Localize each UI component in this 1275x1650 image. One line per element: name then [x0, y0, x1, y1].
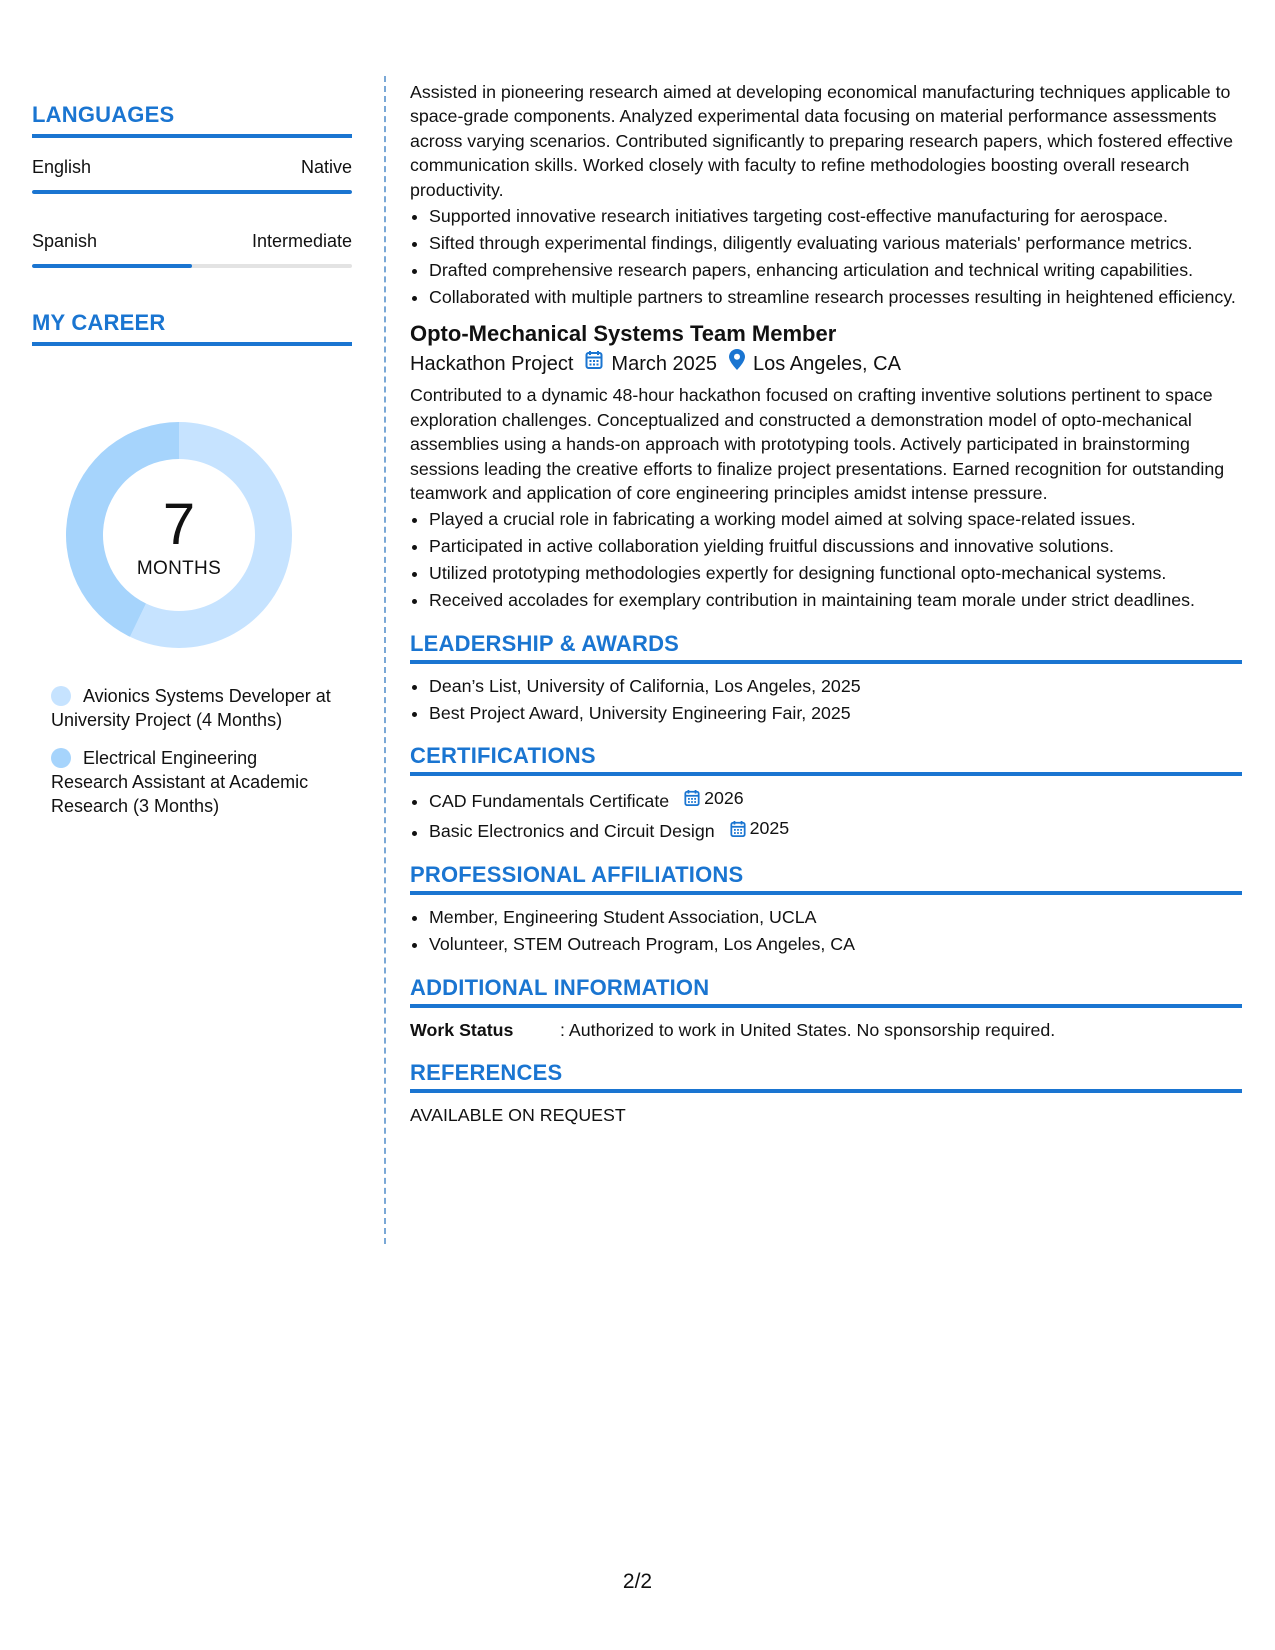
map-pin-icon	[729, 349, 745, 379]
career-heading: MY CAREER	[32, 310, 352, 346]
languages-heading: LANGUAGES	[32, 102, 352, 138]
list-item: • Collaborated with multiple partners to streamline research processes resulting in heightened efficiency.	[429, 285, 1242, 309]
certification-year: 2026	[704, 788, 744, 809]
language-proficiency-fill	[32, 190, 352, 194]
calendar-icon	[730, 820, 746, 838]
affiliations-heading: PROFESSIONAL AFFILIATIONS	[410, 862, 1242, 895]
work-status-row	[410, 1018, 1242, 1042]
career-legend	[51, 684, 331, 832]
certification-year-wrap	[684, 786, 744, 810]
language-name: English	[32, 157, 92, 177]
certification-year: 2025	[749, 818, 790, 839]
career-total-unit: MONTHS	[136, 558, 222, 579]
language-proficiency-bar	[32, 190, 352, 194]
page-number: 2/2	[622, 1570, 653, 1593]
career-total-number: 7	[162, 492, 196, 557]
certification-name: Basic Electronics and Circuit Design	[429, 821, 715, 842]
leadership-heading: LEADERSHIP & AWARDS	[410, 631, 1242, 664]
certifications-heading: CERTIFICATIONS	[410, 743, 1242, 776]
list-item: • Member, Engineering Student Association, UCLA	[429, 905, 1242, 929]
work-status-value: : Authorized to work in United States. No sponsorship required.	[560, 1019, 1056, 1040]
list-item	[429, 816, 1242, 844]
list-item: • Utilized prototyping methodologies expertly for designing functional opto-mechanical systems.	[429, 561, 1242, 585]
sidebar	[32, 102, 352, 346]
career-legend-item	[51, 684, 331, 732]
experience-intro-bullets	[410, 204, 1242, 309]
languages-list	[32, 156, 352, 268]
list-item: • Participated in active collaboration yielding fruitful discussions and innovative solutions.	[429, 534, 1242, 558]
list-item: • Sifted through experimental findings, diligently evaluating various materials' performance metrics.	[429, 231, 1242, 255]
language-item	[32, 230, 352, 268]
list-item: • Volunteer, STEM Outreach Program, Los Angeles, CA	[429, 932, 1242, 956]
job-description: Contributed to a dynamic 48-hour hackathon focused on crafting inventive solutions pertinent to space exploration challenges. Conceptualized and constructed a demonstration model of opto-mechanical assemblies using a hands-on approach with prototyping tools. Actively participated in brainstorming sessions leading the creative efforts to finalize project presentations. Earned recognition for outstanding teamwork and application of core engineering principles amidst intense pressure.	[410, 385, 1225, 504]
career-legend-label: Electrical Engineering Research Assistant at Academic Research (3 Months)	[51, 748, 309, 816]
language-level: Intermediate	[251, 231, 352, 251]
list-item: • Best Project Award, University Engineering Fair, 2025	[429, 701, 1242, 725]
experience-intro: Assisted in pioneering research aimed at developing economical manufacturing techniques applicable to space-grade components. Analyzed experimental data focusing on material performance assessments across varying scenarios. Contributed significantly to preparing research papers, which fostered effective communication skills. Worked closely with faculty to refine methodologies boosting overall research productivity.	[410, 82, 1233, 200]
job-bullets	[410, 507, 1242, 612]
list-item: • Received accolades for exemplary contribution in maintaining team morale under strict deadlines.	[429, 588, 1242, 612]
language-level: Native	[300, 157, 352, 177]
references-text: AVAILABLE ON REQUEST	[410, 1104, 626, 1125]
language-proficiency-fill	[32, 264, 192, 268]
certification-year-wrap	[730, 816, 790, 840]
legend-dot	[51, 748, 71, 768]
job-location: Los Angeles, CA	[753, 353, 901, 376]
language-item	[32, 156, 352, 194]
references-heading: REFERENCES	[410, 1060, 1242, 1093]
calendar-icon	[585, 349, 603, 379]
work-status-label: Work Status	[410, 1019, 514, 1040]
certification-name: CAD Fundamentals Certificate	[429, 791, 670, 812]
career-legend-item	[51, 746, 331, 818]
career-donut-chart	[66, 422, 292, 648]
language-proficiency-bar	[32, 264, 352, 268]
list-item: • Dean’s List, University of California, Los Angeles, 2025	[429, 674, 1242, 698]
career-legend-label: Avionics Systems Developer at University Project (4 Months)	[51, 686, 331, 730]
column-divider	[384, 76, 386, 1244]
leadership-list	[410, 674, 1242, 725]
certifications-list	[410, 786, 1242, 844]
main-column	[410, 80, 1242, 1127]
language-name: Spanish	[32, 231, 98, 251]
job-title: Opto-Mechanical Systems Team Member	[410, 321, 837, 347]
job-date: March 2025	[611, 353, 718, 376]
list-item: • Played a crucial role in fabricating a working model aimed at solving space-related issues.	[429, 507, 1242, 531]
job-meta	[410, 349, 1242, 379]
job-company: Hackathon Project	[410, 353, 574, 376]
career-total	[66, 422, 292, 648]
list-item: • Supported innovative research initiatives targeting cost-effective manufacturing for aerospace.	[429, 204, 1242, 228]
list-item: • Drafted comprehensive research papers, enhancing articulation and technical writing capabilities.	[429, 258, 1242, 282]
affiliations-list	[410, 905, 1242, 956]
calendar-icon	[684, 789, 700, 807]
legend-dot	[51, 686, 71, 706]
additional-info-heading: ADDITIONAL INFORMATION	[410, 975, 1242, 1008]
list-item	[429, 786, 1242, 814]
